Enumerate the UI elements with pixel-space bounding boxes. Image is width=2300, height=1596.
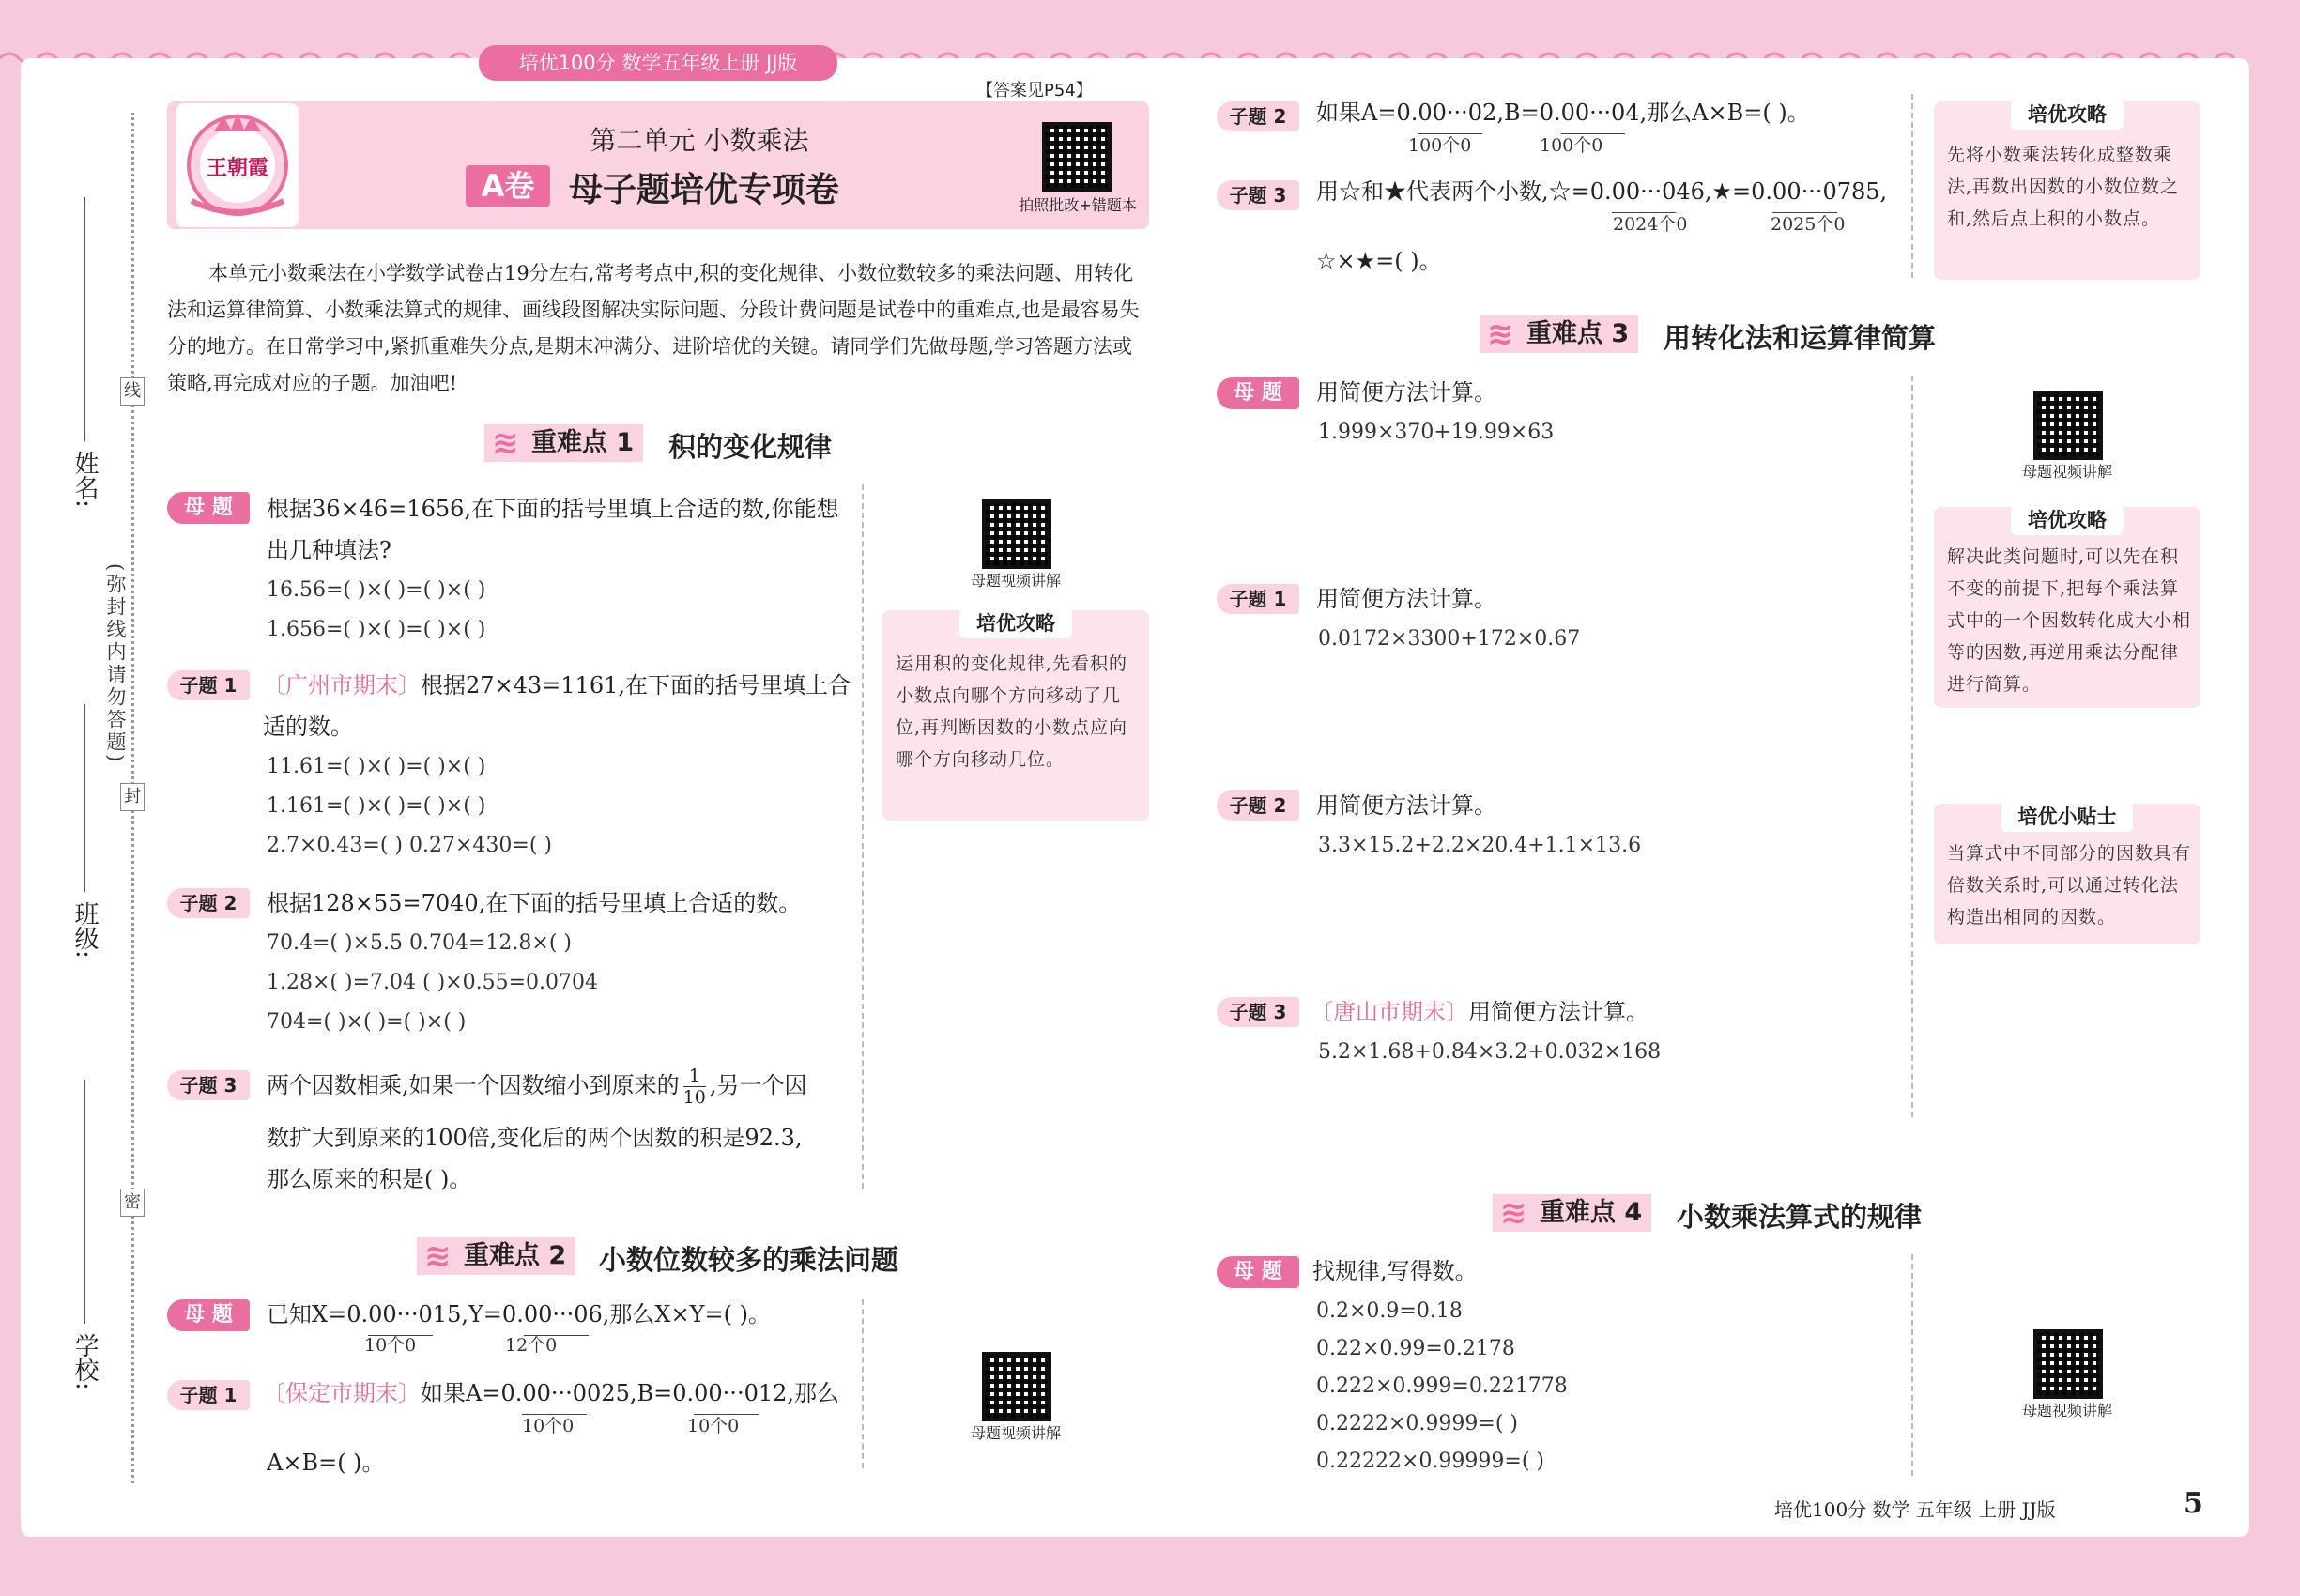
zi-tag-2: 子题 2 bbox=[167, 888, 250, 918]
column-divider bbox=[862, 1299, 864, 1468]
video-label: 母题视频讲解 bbox=[970, 572, 1061, 590]
column-divider bbox=[1911, 376, 1913, 1117]
column-divider bbox=[1911, 94, 1913, 278]
s4-line-5: 0.22222×0.99999=( ) bbox=[1316, 1450, 1544, 1473]
s1-z1-text bbox=[263, 665, 854, 747]
mu-tag: 母 题 bbox=[1217, 377, 1299, 409]
s1-z3-line-c: 数扩大到原来的100倍,变化后的两个因数的积是92.3, bbox=[267, 1125, 803, 1151]
name-label: 姓名: bbox=[70, 451, 99, 508]
class-line bbox=[84, 704, 85, 892]
fraction-numerator: 1 bbox=[683, 1066, 706, 1087]
video-qr-icon[interactable] bbox=[2033, 391, 2103, 460]
unit-title: 第二单元 小数乘法 bbox=[590, 125, 809, 156]
zi-tag-1: 子题 1 bbox=[167, 1380, 250, 1410]
section-badge-4-text: 重难点 4 bbox=[1540, 1198, 1643, 1227]
s2-z3-zeros-1: 00···0 bbox=[1612, 171, 1677, 213]
s1-z2-text: 根据128×55=7040,在下面的括号里填上合适的数。 bbox=[267, 890, 802, 916]
column-divider bbox=[862, 484, 864, 1189]
zi-tag-2: 子题 2 bbox=[1217, 101, 1299, 131]
section-title-2: 小数位数较多的乘法问题 bbox=[599, 1244, 899, 1276]
section-badge-1 bbox=[484, 424, 643, 462]
s1-z2-line-1: 70.4=( )×5.5 0.704=12.8×( ) bbox=[267, 931, 572, 955]
tips-body-2: 先将小数乘法转化成整数乘法,再数出因数的小数位数之和,然后点上积的小数点。 bbox=[1947, 145, 2180, 229]
s1-z3-text-a: 两个因数相乘,如果一个因数缩小到原来的 bbox=[267, 1072, 680, 1098]
s1-z1-line-2: 1.161=( )×( )=( )×( ) bbox=[267, 794, 486, 818]
s2-z1-zeros-1: 00···0 bbox=[522, 1373, 587, 1415]
video-label: 母题视频讲解 bbox=[970, 1424, 1061, 1442]
s2-mu-underbrace-2: 12个0 bbox=[505, 1335, 558, 1356]
s3-mu-expr: 1.999×370+19.99×63 bbox=[1318, 421, 1555, 444]
s2-z2-c: 2,B=0. bbox=[1482, 100, 1561, 126]
section-badge-3-text: 重难点 3 bbox=[1526, 319, 1630, 348]
zi-tag-1: 子题 1 bbox=[167, 670, 250, 700]
s3-mu-text: 用简便方法计算。 bbox=[1316, 379, 1496, 406]
tips-body-4: 当算式中不同部分的因数具有倍数关系时,可以通过转化法构造出相同的因数。 bbox=[1947, 843, 2192, 928]
s1-z1-line-3: 2.7×0.43=( ) 0.27×430=( ) bbox=[267, 834, 552, 857]
tips-body-3: 解决此类问题时,可以先在积不变的前提下,把每个乘法算式中的一个因数转化成大小相等的因数,再逆用乘法分配律进行简算。 bbox=[1947, 546, 2192, 695]
seal-mark: 封 bbox=[120, 783, 145, 811]
video-label: 母题视频讲解 bbox=[2021, 463, 2112, 481]
s2-z1-zeros-2: 00···0 bbox=[694, 1373, 759, 1415]
s1-z3-text-b: ,另一个因 bbox=[709, 1072, 807, 1098]
section-badge-3 bbox=[1480, 315, 1638, 353]
s2-z1-line bbox=[263, 1373, 839, 1415]
school-label: 学校: bbox=[70, 1333, 99, 1390]
s2-z2-line bbox=[1316, 92, 1810, 134]
zi-tag-3: 子题 3 bbox=[1217, 180, 1299, 210]
s2-z2-e: 4,那么A×B=( )。 bbox=[1625, 100, 1810, 126]
fraction-denominator: 10 bbox=[682, 1087, 706, 1108]
tips-box-2 bbox=[1934, 101, 2200, 280]
s1-z1-source: 〔广州市期末〕 bbox=[263, 672, 421, 698]
section-badge-2 bbox=[417, 1237, 575, 1275]
s1-z3-line-d: 那么原来的积是( )。 bbox=[267, 1166, 472, 1192]
section-title-3: 用转化法和运算律简算 bbox=[1664, 322, 1937, 354]
class-label: 班级: bbox=[70, 901, 99, 959]
s2-z1-source: 〔保定市期末〕 bbox=[263, 1380, 421, 1406]
s1-mu-text: 根据36×46=1656,在下面的括号里填上合适的数,你能想出几种填法? bbox=[267, 496, 839, 563]
s4-mu-text: 找规律,写得数。 bbox=[1312, 1258, 1478, 1284]
s4-line-3: 0.222×0.999=0.221778 bbox=[1316, 1374, 1568, 1398]
tips-small-heading: 培优小贴士 bbox=[2001, 802, 2133, 832]
section-title-1: 积的变化规律 bbox=[668, 431, 833, 463]
s2-z3-underbrace-1: 2024个0 bbox=[1613, 214, 1688, 235]
s2-z3-line bbox=[1316, 171, 1887, 213]
video-qr-icon[interactable] bbox=[2033, 1329, 2103, 1399]
s2-z3-e: 785, bbox=[1836, 178, 1888, 205]
s1-mu-line-1: 16.56=( )×( )=( )×( ) bbox=[267, 578, 486, 602]
s3-z1-expr: 0.0172×3300+172×0.67 bbox=[1318, 627, 1581, 651]
s3-z2-expr: 3.3×15.2+2.2×20.4+1.1×13.6 bbox=[1318, 834, 1642, 857]
tips-heading: 培优攻略 bbox=[959, 608, 1072, 638]
s3-z3-body: 用简便方法计算。 bbox=[1468, 999, 1648, 1025]
s3-z3-source: 〔唐山市期末〕 bbox=[1311, 999, 1468, 1025]
zi-tag-1: 子题 1 bbox=[1217, 584, 1299, 614]
s2-z1-a: 如果A=0. bbox=[421, 1380, 523, 1406]
s3-z3-text bbox=[1311, 991, 1648, 1033]
s2-mu-line bbox=[267, 1294, 771, 1336]
mu-tag: 母 题 bbox=[167, 1299, 250, 1331]
wave-icon: ≋ bbox=[492, 424, 519, 462]
page-number: 5 bbox=[2184, 1487, 2203, 1520]
section-badge-4 bbox=[1493, 1194, 1651, 1232]
fraction bbox=[683, 1066, 706, 1108]
s2-mu-zeros-2: 00···0 bbox=[524, 1294, 589, 1336]
s2-z3-line-f: ☆×★=( )。 bbox=[1316, 248, 1442, 274]
s2-z1-c: 025,B=0. bbox=[587, 1380, 695, 1406]
mu-tag: 母 题 bbox=[1217, 1256, 1299, 1288]
footer-text: 培优100分 数学 五年级 上册 JJ版 bbox=[1774, 1498, 2056, 1521]
s1-z2-line-2: 1.28×( )=7.04 ( )×0.55=0.0704 bbox=[267, 971, 598, 994]
s4-line-4: 0.2222×0.9999=( ) bbox=[1316, 1412, 1518, 1435]
s4-line-2: 0.22×0.99=0.2178 bbox=[1316, 1337, 1515, 1360]
s3-z2-text: 用简便方法计算。 bbox=[1316, 792, 1496, 819]
tips-box-3 bbox=[1934, 507, 2200, 708]
s2-z2-zeros-2: 00···0 bbox=[1561, 92, 1626, 134]
qr-code-icon[interactable] bbox=[1042, 122, 1112, 192]
video-qr-icon[interactable] bbox=[982, 1352, 1051, 1421]
s1-z3-line-a bbox=[267, 1065, 806, 1108]
wave-icon: ≋ bbox=[424, 1237, 452, 1275]
s2-mu-zeros-1: 00···0 bbox=[368, 1294, 433, 1336]
tips-box-1 bbox=[882, 610, 1149, 821]
s2-z2-zeros-1: 00···0 bbox=[1418, 92, 1482, 134]
tips-heading: 培优攻略 bbox=[2011, 100, 2124, 130]
s2-z2-underbrace-2: 100个0 bbox=[1540, 135, 1603, 156]
s4-line-1: 0.2×0.9=0.18 bbox=[1316, 1299, 1463, 1323]
intro-paragraph: 本单元小数乘法在小学数学试卷占19分左右,常考考点中,积的变化规律、小数位数较多的乘法问题、用转化法和运算律简算、小数乘法算式的规律、画线段图解决实际问题、分段计费问题是试卷中的重难点,也是最容易失分的地方。在日常学习中,紧抓重难失分点,是期末冲满分、进阶培优的关键。请同学们先做母题,学习答题方法或策略,再完成对应的子题。加油吧! bbox=[167, 262, 1140, 394]
s2-z1-underbrace-2: 10个0 bbox=[687, 1416, 740, 1436]
s3-z3-expr: 5.2×1.68+0.84×3.2+0.032×168 bbox=[1318, 1040, 1662, 1064]
s2-z3-c: 46,★=0. bbox=[1676, 178, 1773, 205]
zi-tag-2: 子题 2 bbox=[1217, 790, 1299, 821]
logo-text: 王朝霞 bbox=[206, 157, 268, 180]
section-badge-1-text: 重难点 1 bbox=[531, 428, 635, 457]
s2-z3-underbrace-2: 2025个0 bbox=[1771, 214, 1846, 235]
dense-mark: 密 bbox=[120, 1189, 145, 1217]
tips-body-1: 运用积的变化规律,先看积的小数点向哪个方向移动了几位,再判断因数的小数点应向哪个方向移动几位。 bbox=[896, 653, 1128, 770]
s1-z1-line-1: 11.61=( )×( )=( )×( ) bbox=[267, 755, 486, 778]
juan-badge: A卷 bbox=[466, 165, 550, 207]
zi-tag-3: 子题 3 bbox=[167, 1070, 250, 1100]
wave-icon: ≋ bbox=[1500, 1194, 1527, 1232]
wave-icon: ≋ bbox=[1487, 315, 1514, 353]
answer-note: 【答案见P54】 bbox=[976, 81, 1093, 100]
name-line bbox=[84, 197, 85, 441]
header-tab: 培优100分 数学五年级上册 JJ版 bbox=[479, 45, 837, 81]
brand-logo bbox=[176, 103, 299, 227]
s2-z2-underbrace-1: 100个0 bbox=[1408, 135, 1472, 156]
s2-mu-underbrace-1: 10个0 bbox=[364, 1335, 417, 1356]
column-divider bbox=[1911, 1254, 1913, 1476]
s3-z1-text: 用简便方法计算。 bbox=[1316, 586, 1496, 612]
tips-box-4 bbox=[1934, 804, 2200, 944]
s2-mu-c: 15,Y=0. bbox=[432, 1301, 524, 1327]
s1-mu-line-2: 1.656=( )×( )=( )×( ) bbox=[267, 618, 486, 641]
s2-z1-underbrace-1: 10个0 bbox=[522, 1416, 575, 1436]
zi-tag-3: 子题 3 bbox=[1217, 997, 1299, 1027]
s1-z2-line-3: 704=( )×( )=( )×( ) bbox=[267, 1010, 467, 1034]
s2-z2-a: 如果A=0. bbox=[1316, 100, 1418, 126]
tips-heading: 培优攻略 bbox=[2011, 505, 2124, 535]
s2-z1-e: 12,那么 bbox=[758, 1380, 840, 1406]
s2-mu-e: 6,那么X×Y=( )。 bbox=[588, 1301, 771, 1327]
s2-z3-a: 用☆和★代表两个小数,☆=0. bbox=[1316, 178, 1612, 205]
s1-z1-body: 根据27×43=1161,在下面的括号里填上合适的数。 bbox=[263, 672, 851, 740]
video-qr-icon[interactable] bbox=[982, 499, 1051, 569]
binding-warning: (弥封线内请勿答题) bbox=[104, 563, 127, 765]
section-title-4: 小数乘法算式的规律 bbox=[1677, 1201, 1923, 1233]
s2-z1-line-f: A×B=( )。 bbox=[267, 1450, 385, 1476]
mu-tag: 母 题 bbox=[167, 492, 250, 524]
school-line bbox=[84, 1080, 85, 1324]
juan-title: 母子题培优专项卷 bbox=[569, 171, 840, 209]
video-label: 母题视频讲解 bbox=[2021, 1402, 2112, 1420]
qr-label: 拍照批改+错题本 bbox=[1019, 196, 1137, 214]
s2-mu-a: 已知X=0. bbox=[267, 1301, 369, 1327]
section-badge-2-text: 重难点 2 bbox=[464, 1241, 567, 1270]
s2-z3-zeros-2: 00···0 bbox=[1772, 171, 1837, 213]
line-mark: 线 bbox=[120, 377, 145, 406]
